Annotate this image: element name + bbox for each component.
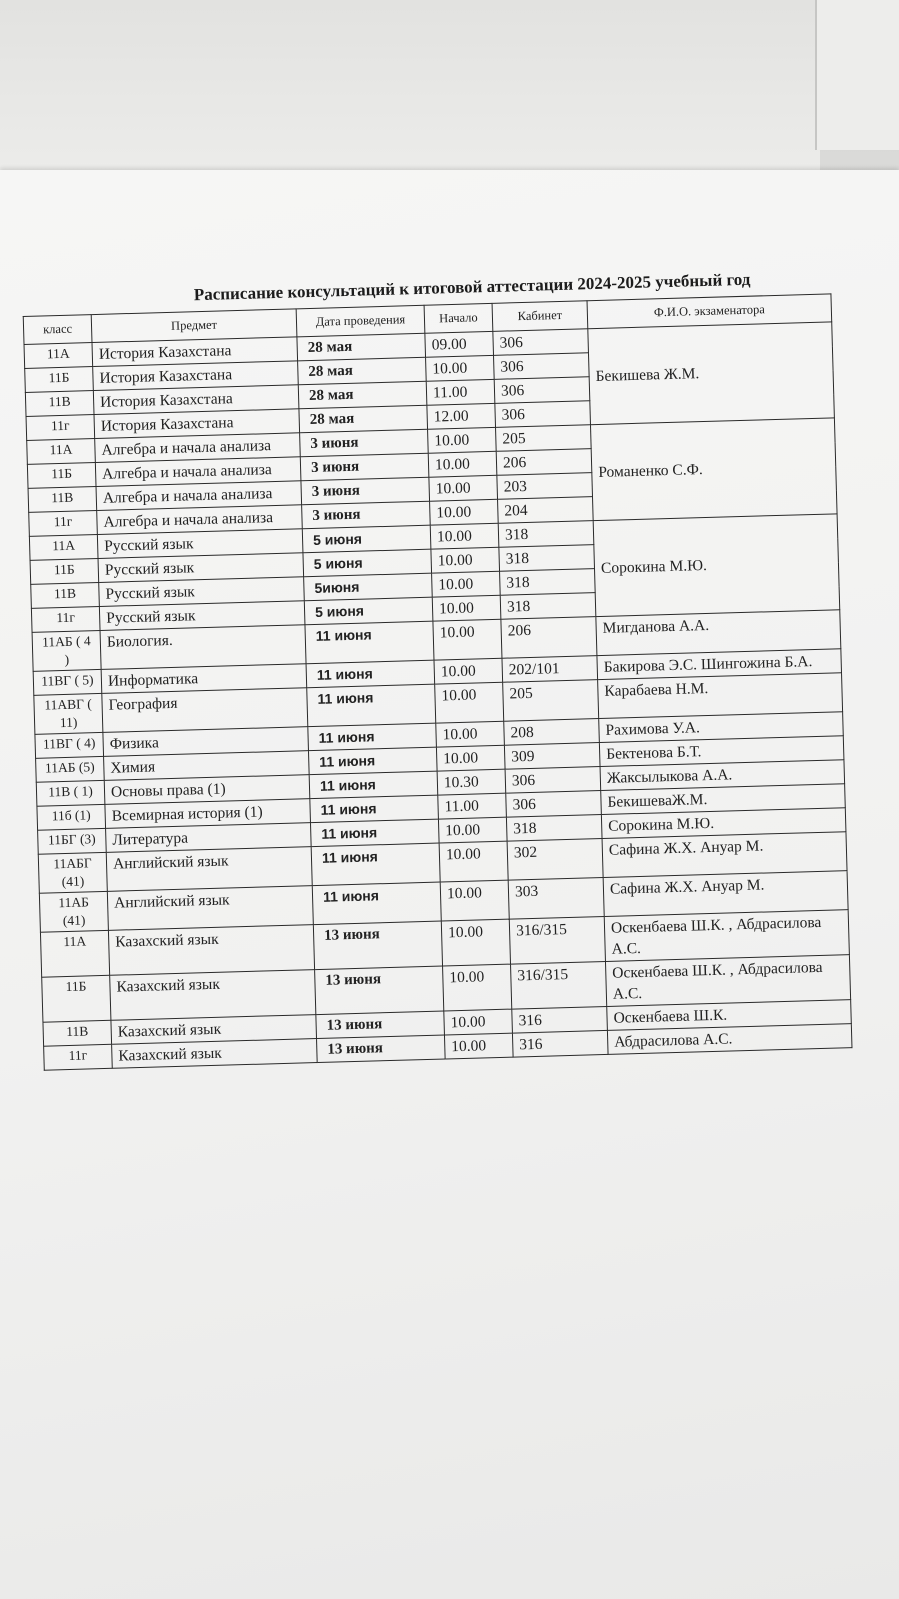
schedule-table xyxy=(23,293,853,1070)
cell-start: 10.00 xyxy=(436,745,505,771)
cell-examiner: Оскенбаева Ш.К. , Абдрасилова А.С. xyxy=(605,955,850,1007)
cell-class: 11А xyxy=(24,343,93,369)
cell-subject: Русский язык xyxy=(98,553,304,583)
cell-room: 204 xyxy=(498,497,594,524)
cell-class: 11ВГ ( 5) xyxy=(33,669,102,695)
cell-room: 316/315 xyxy=(509,916,605,964)
cell-room: 306 xyxy=(505,767,601,794)
cell-date: 13 июня xyxy=(316,1011,445,1039)
cell-subject: Казахский язык xyxy=(110,970,316,1021)
cell-start: 10.00 xyxy=(444,1033,513,1059)
cell-start: 11.00 xyxy=(438,793,507,819)
cell-date: 28 мая xyxy=(298,381,427,409)
cell-class: 11А xyxy=(27,439,96,465)
cell-room: 306 xyxy=(494,377,590,404)
cell-room: 318 xyxy=(498,521,594,548)
cell-subject: Русский язык xyxy=(99,577,305,607)
cell-start: 10.00 xyxy=(428,427,497,453)
cell-class: 11В ( 1) xyxy=(36,780,105,806)
header-examiner: Ф.И.О. экзаменатора xyxy=(587,294,832,329)
cell-start: 10.00 xyxy=(432,571,501,597)
cell-room: 316 xyxy=(512,1030,608,1057)
cell-start: 10.00 xyxy=(440,880,509,921)
cell-room: 306 xyxy=(494,353,590,380)
cell-examiner: Оскенбаева Ш.К. xyxy=(607,1000,852,1031)
cell-examiner: Оскенбаева Ш.К. , Абдрасилова А.С. xyxy=(604,910,849,962)
cell-date: 3 июня xyxy=(300,429,429,457)
cell-class: 11АВГ ( 11) xyxy=(34,693,103,734)
cell-start: 12.00 xyxy=(427,403,496,429)
cell-start: 10.00 xyxy=(428,451,497,477)
cell-room: 318 xyxy=(500,593,596,620)
cell-room: 208 xyxy=(504,719,600,746)
cell-class: 11В xyxy=(28,487,97,513)
cell-class: 11Б xyxy=(42,975,111,1022)
cell-examiner: Рахимова У.А. xyxy=(599,712,844,743)
cell-room: 302 xyxy=(507,839,603,881)
cell-start: 10.00 xyxy=(443,964,512,1011)
cell-class: 11г xyxy=(29,511,98,537)
cell-examiner: Сорокина М.Ю. xyxy=(593,514,840,617)
cell-date: 11 июня xyxy=(308,747,437,775)
cell-room: 309 xyxy=(504,743,600,770)
cell-date: 28 мая xyxy=(297,333,426,361)
cell-class: 11А xyxy=(29,534,98,560)
cell-class: 11АБГ (41) xyxy=(38,852,107,893)
cell-examiner: Бектенова Б.Т. xyxy=(599,736,844,767)
cell-start: 10.00 xyxy=(441,919,510,966)
cell-subject: Русский язык xyxy=(99,601,305,631)
cell-examiner: Абдрасилова А.С. xyxy=(607,1024,852,1055)
cell-room: 205 xyxy=(496,425,592,452)
cell-date: 28 мая xyxy=(298,357,427,385)
cell-room: 316/315 xyxy=(511,961,607,1009)
cell-examiner: Жаксылыкова А.А. xyxy=(600,760,845,791)
cell-room: 318 xyxy=(500,569,596,596)
cell-examiner: Мигданова А.А. xyxy=(596,610,841,656)
cell-class: 11г xyxy=(26,415,95,441)
cell-class: 11ВГ ( 4) xyxy=(35,732,104,758)
cell-start: 10.00 xyxy=(430,499,499,525)
cell-class: 11г xyxy=(44,1044,113,1070)
document-content xyxy=(22,267,883,1071)
cell-examiner: БекишеваЖ.М. xyxy=(601,784,846,815)
cell-date: 11 июня xyxy=(311,843,440,886)
cell-examiner: Бекишева Ж.М. xyxy=(588,322,835,425)
cell-date: 5 июня xyxy=(302,525,431,553)
cell-subject: История Казахстана xyxy=(94,409,300,439)
cell-start: 10.00 xyxy=(444,1009,513,1035)
cell-subject: Физика xyxy=(103,727,309,757)
cell-start: 10.00 xyxy=(433,619,502,660)
table-body xyxy=(24,322,852,1070)
header-start: Начало xyxy=(424,303,493,333)
cell-room: 316 xyxy=(512,1006,608,1033)
cell-class: 11БГ (3) xyxy=(38,828,107,854)
cell-subject: Литература xyxy=(106,823,312,853)
cell-class: 11Б xyxy=(25,367,94,393)
cell-start: 10.00 xyxy=(432,595,501,621)
cell-room: 206 xyxy=(496,449,592,476)
cell-subject: Алгебра и начала анализа xyxy=(97,505,303,535)
cell-subject: История Казахстана xyxy=(93,385,299,415)
cell-date: 13 июня xyxy=(313,921,442,970)
cell-class: 11б (1) xyxy=(37,804,106,830)
cell-examiner: Сафина Ж.Х. Ануар М. xyxy=(603,871,848,917)
cell-start: 10.00 xyxy=(435,682,504,723)
cell-class: 11АБ ( 4 ) xyxy=(32,630,101,671)
cell-date: 28 мая xyxy=(299,405,428,433)
document-title: Расписание консультаций к итоговой аттестации 2024-2025 учебный год xyxy=(193,269,751,305)
cell-subject: Алгебра и начала анализа xyxy=(96,481,302,511)
header-subject: Предмет xyxy=(91,309,297,343)
cell-subject: Казахский язык xyxy=(111,1015,317,1045)
cell-class: 11В xyxy=(43,1020,112,1046)
cell-room: 306 xyxy=(495,401,591,428)
cell-date: 3 июня xyxy=(302,501,431,529)
background-paper xyxy=(0,0,820,175)
cell-start: 10.00 xyxy=(430,523,499,549)
cell-date: 11 июня xyxy=(310,795,439,823)
cell-examiner: Бакирова Э.С. Шингожина Б.А. xyxy=(597,649,842,680)
cell-subject: Всемирная история (1) xyxy=(105,799,311,829)
background-edge xyxy=(815,0,899,150)
cell-examiner: Романенко С.Ф. xyxy=(590,418,837,521)
cell-subject: Биология. xyxy=(100,625,306,670)
cell-room: 203 xyxy=(497,473,593,500)
header-date: Дата проведения xyxy=(296,305,425,337)
cell-start: 10.00 xyxy=(436,721,505,747)
cell-class: 11А xyxy=(40,930,109,977)
cell-date: 13 июня xyxy=(315,966,444,1015)
cell-class: 11г xyxy=(31,606,100,632)
cell-room: 303 xyxy=(508,878,604,920)
cell-subject: Алгебра и начала анализа xyxy=(95,457,301,487)
cell-date: 11 июня xyxy=(306,660,435,688)
cell-date: 11 июня xyxy=(309,771,438,799)
cell-room: 306 xyxy=(506,791,602,818)
cell-date: 5июня xyxy=(304,573,433,601)
cell-room: 318 xyxy=(506,815,602,842)
header-class: класс xyxy=(23,315,92,345)
cell-date: 11 июня xyxy=(312,882,441,925)
cell-class: 11В xyxy=(25,391,94,417)
header-room: Кабинет xyxy=(492,301,588,332)
cell-start: 10.00 xyxy=(439,841,508,882)
cell-class: 11АБ (41) xyxy=(39,891,108,932)
cell-date: 13 июня xyxy=(317,1035,446,1063)
cell-date: 5 июня xyxy=(304,597,433,625)
cell-start: 10.30 xyxy=(437,769,506,795)
cell-subject: Русский язык xyxy=(97,529,303,559)
cell-date: 5 июня xyxy=(303,549,432,577)
cell-start: 09.00 xyxy=(425,331,494,357)
cell-subject: Казахский язык xyxy=(108,925,314,976)
cell-subject: География xyxy=(102,688,308,733)
cell-date: 3 июня xyxy=(300,453,429,481)
cell-subject: Химия xyxy=(104,751,310,781)
cell-examiner: Сафина Ж.Х. Ануар М. xyxy=(602,832,847,878)
cell-examiner: Сорокина М.Ю. xyxy=(601,808,846,839)
cell-date: 11 июня xyxy=(307,684,436,727)
cell-subject: История Казахстана xyxy=(93,361,299,391)
cell-start: 10.00 xyxy=(429,475,498,501)
cell-start: 10.00 xyxy=(434,658,503,684)
cell-subject: Английский язык xyxy=(106,847,312,892)
cell-start: 10.00 xyxy=(438,817,507,843)
cell-room: 205 xyxy=(503,680,599,722)
cell-start: 11.00 xyxy=(426,379,495,405)
cell-subject: Информатика xyxy=(101,664,307,694)
cell-start: 10.00 xyxy=(431,547,500,573)
cell-subject: Алгебра и начала анализа xyxy=(95,433,301,463)
cell-date: 11 июня xyxy=(308,723,437,751)
cell-subject: Казахский язык xyxy=(112,1039,318,1069)
cell-start: 10.00 xyxy=(426,355,495,381)
cell-examiner: Карабаева Н.М. xyxy=(598,673,843,719)
cell-date: 11 июня xyxy=(305,621,434,664)
cell-room: 318 xyxy=(499,545,595,572)
cell-subject: Английский язык xyxy=(107,886,313,931)
cell-class: 11В xyxy=(31,582,100,608)
cell-class: 11Б xyxy=(27,463,96,489)
cell-room: 206 xyxy=(501,617,597,659)
cell-class: 11Б xyxy=(30,558,99,584)
cell-room: 306 xyxy=(493,329,589,356)
cell-room: 202/101 xyxy=(502,656,598,683)
cell-date: 3 июня xyxy=(301,477,430,505)
cell-date: 11 июня xyxy=(310,819,439,847)
cell-subject: Основы права (1) xyxy=(104,775,310,805)
cell-subject: История Казахстана xyxy=(92,337,298,367)
cell-class: 11АБ (5) xyxy=(36,756,105,782)
